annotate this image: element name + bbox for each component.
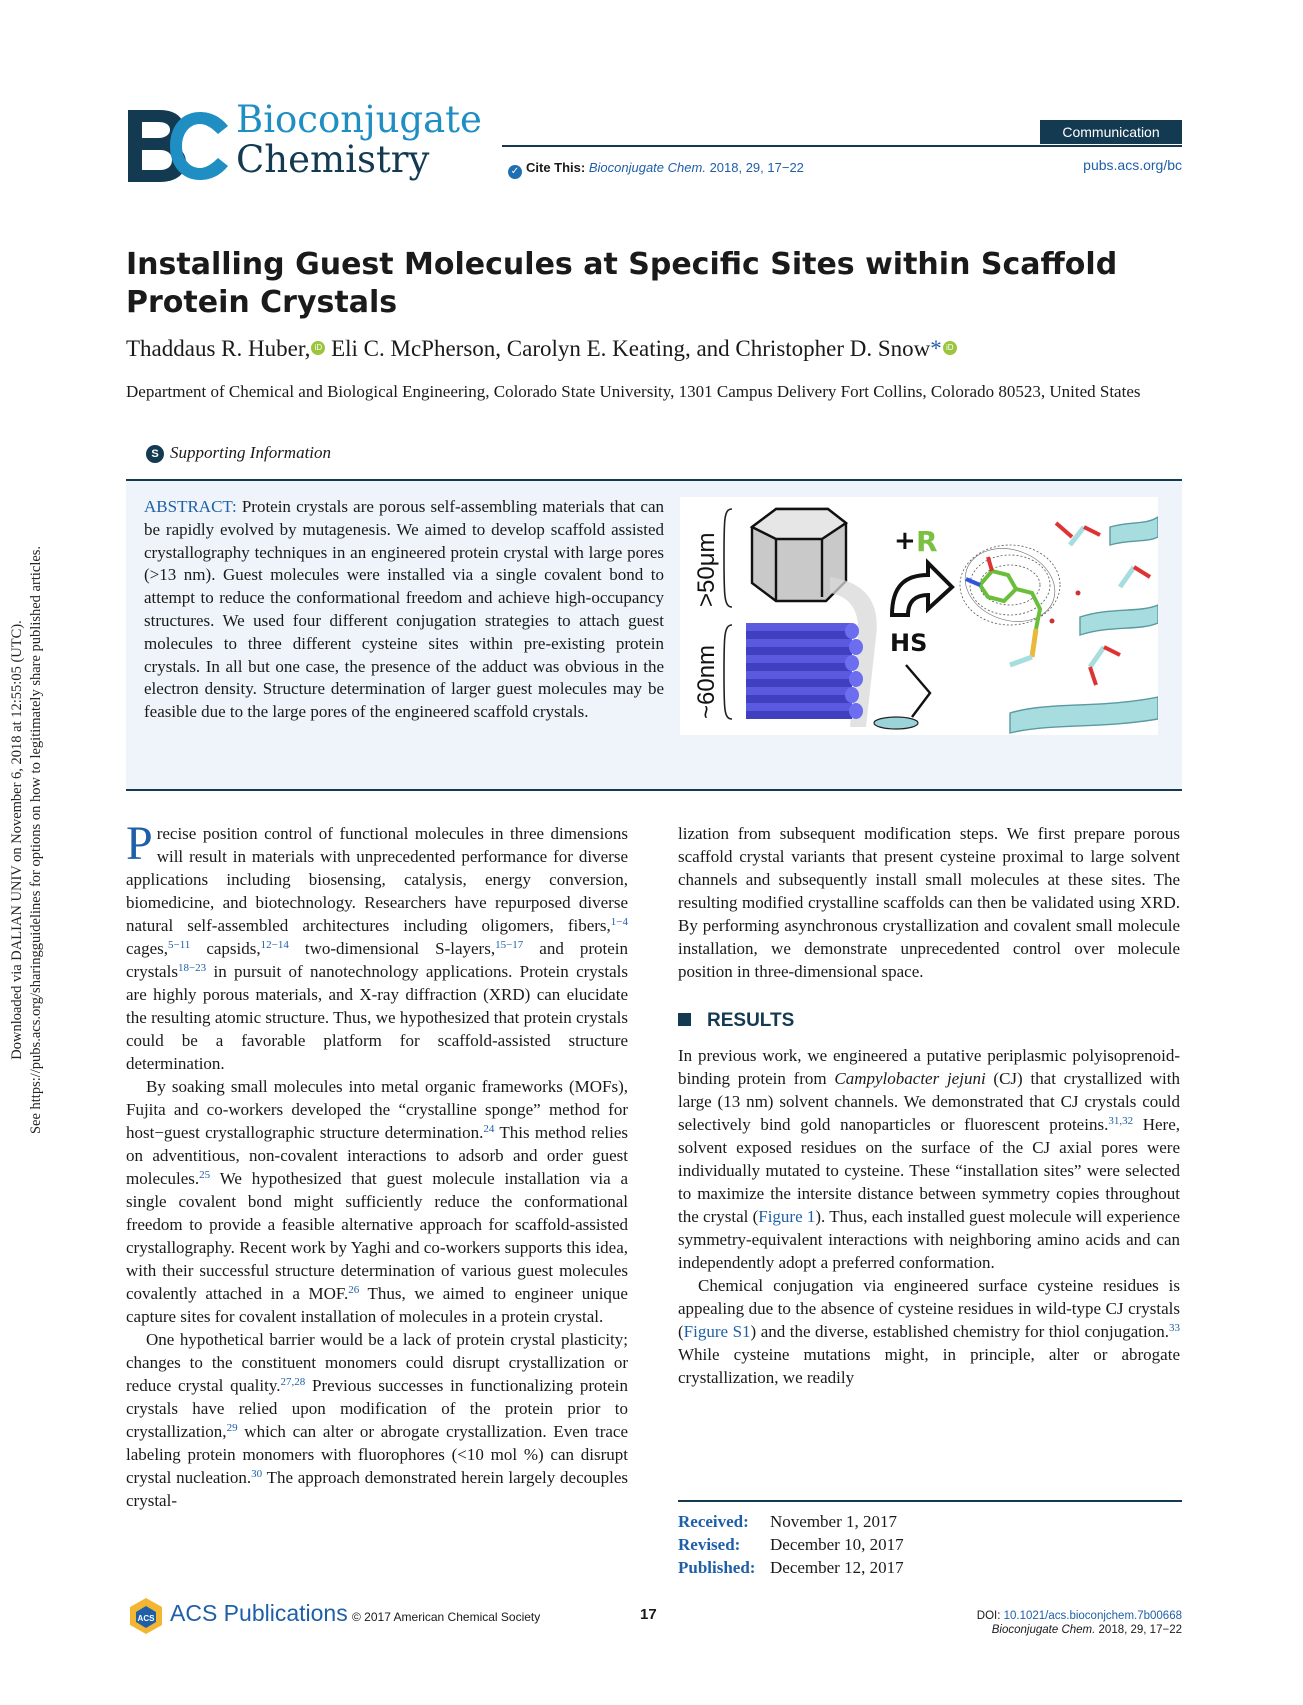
doi-link[interactable]: 10.1021/acs.bioconjchem.7b00668 bbox=[1003, 1610, 1182, 1622]
citation-link[interactable]: 15−17 bbox=[495, 939, 524, 951]
toc-graphic[interactable] bbox=[680, 497, 1158, 735]
intro-paragraph-continued: lization from subsequent modification steps. We first prepare porous scaffold crystal variants that present cysteine proximal to large solvent channels and subsequently install small molecules at these sites. The resulting modified crystalline scaffolds can then be validated using XRD. By performing asynchronous crystallization and covalent small molecule installation, we demonstrate unprecedented control over molecule position in three-dimensional space. bbox=[678, 824, 1180, 981]
supporting-info-label: Supporting Information bbox=[170, 443, 332, 462]
figure-s1-link[interactable]: Figure S1 bbox=[683, 1322, 751, 1341]
download-stamp-line2: See https://pubs.acs.org/sharingguidelines for options on how to legitimately share published articles. bbox=[28, 545, 44, 1135]
citation-link[interactable]: 12−14 bbox=[260, 939, 289, 951]
publisher-name: ACS Publications bbox=[170, 1600, 348, 1626]
journal-site-link[interactable]: pubs.acs.org/bc bbox=[1083, 157, 1182, 173]
journal-name-line1: Bioconjugate bbox=[236, 98, 482, 141]
revised-date: December 10, 2017 bbox=[770, 1535, 904, 1554]
acs-hexagon-icon bbox=[126, 1596, 166, 1636]
citation-link[interactable]: 24 bbox=[483, 1123, 495, 1135]
results-heading: RESULTS bbox=[678, 1009, 1180, 1032]
journal-name-line2: Chemistry bbox=[236, 138, 430, 181]
journal-logo[interactable] bbox=[126, 100, 516, 190]
toc-plus: + bbox=[894, 526, 916, 556]
drop-cap: P bbox=[126, 817, 153, 870]
copyright: © 2017 American Chemical Society bbox=[352, 1610, 541, 1624]
check-icon: ✓ bbox=[508, 165, 522, 179]
footer-journal-details: 2018, 29, 17−22 bbox=[1098, 1624, 1182, 1636]
citation-link[interactable]: 33 bbox=[1169, 1322, 1180, 1334]
citation-link[interactable]: 18−23 bbox=[177, 962, 207, 974]
abstract-text bbox=[144, 496, 664, 724]
acs-publications-logo[interactable] bbox=[126, 1596, 348, 1636]
cite-this[interactable] bbox=[508, 160, 804, 179]
article-type-badge: Communication bbox=[1040, 120, 1182, 144]
published-label: Published: bbox=[678, 1558, 756, 1577]
author-list bbox=[126, 334, 1186, 364]
toc-size-bottom: ~60nm bbox=[693, 644, 720, 719]
protein-structure-render bbox=[955, 517, 1158, 733]
citation-link[interactable]: 30 bbox=[251, 1468, 263, 1480]
author-1[interactable]: Thaddaus R. Huber, bbox=[126, 336, 311, 361]
footer-journal: Bioconjugate Chem. bbox=[991, 1624, 1096, 1636]
section-square-icon bbox=[678, 1013, 691, 1026]
results-paragraph-1: In previous work, we engineered a putative periplasmic polyisoprenoid-binding protein from Campylobacter jejuni (CJ) that crystallized with large (13 nm) solvent channels. We demonstrated that CJ crystals could selectively bind gold nanoparticles or fluorescent proteins.$^{31,32}$ Here, solvent exposed residues on the surface of the CJ axial pores were individually mutated to cysteine. These “installation sites” were selected to maximize the intersite distance between symmetry copies throughout the crystal (Figure 1). Thus, each installed guest molecule will experience symmetry-equivalent interactions with neighboring amino acids and can independently adopt a preferred conformation. bbox=[678, 1046, 1180, 1272]
download-stamp bbox=[8, 520, 48, 1160]
citation-link[interactable]: 27,28 bbox=[280, 1376, 306, 1388]
figure-1-link[interactable]: Figure 1 bbox=[758, 1207, 816, 1226]
download-stamp-line1: Downloaded via DALIAN UNIV on November 6, 2018 at 12:55:05 (UTC). bbox=[9, 620, 25, 1060]
citation-link[interactable]: 1−4 bbox=[610, 916, 628, 928]
body-right-column bbox=[678, 822, 1180, 1389]
supporting-information-link[interactable] bbox=[146, 442, 331, 464]
supporting-info-icon: S bbox=[146, 445, 164, 463]
revised-label: Revised: bbox=[678, 1535, 741, 1554]
intro-paragraph-2: By soaking small molecules into metal organic frameworks (MOFs), Fujita and co-workers developed the “crystalline sponge” method for host−guest crystallographic structure determination.$^{24}$ This method relies on adventitious, non-covalent interactions to adsorb and order guest molecules.$^{25}$ We hypothesized that guest molecule installation via a single covalent bond might sufficiently reduce the conformational freedom to provide a feasible alternative approach for scaffold-assisted crystallography. Recent work by Yaghi and co-workers supports this idea, with their successful structure determination of various guest molecules covalently attached in a MOF.$^{26}$ Thus, we aimed to engineer unique capture sites for covalent installation of molecules in a protein crystal. bbox=[126, 1077, 628, 1326]
toc-thiol: HS bbox=[890, 629, 928, 657]
doi-label: DOI: bbox=[976, 1610, 1001, 1622]
page-number: 17 bbox=[640, 1606, 657, 1623]
received-date: November 1, 2017 bbox=[770, 1512, 898, 1531]
protein-channel-tubes bbox=[746, 623, 863, 719]
orcid-icon[interactable]: iD bbox=[943, 341, 957, 355]
cite-journal[interactable]: Bioconjugate Chem. bbox=[588, 160, 706, 175]
results-paragraph-2: Chemical conjugation via engineered surface cysteine residues is appealing due to the absence of cysteine residues in wild-type CJ crystals (Figure S1) and the diverse, established chemistry for thiol conjugation.$^{33}$ While cysteine mutations might, in principle, alter or abrogate crystallization, we readily bbox=[678, 1276, 1180, 1387]
corresponding-mark[interactable]: * bbox=[930, 336, 942, 361]
doi-block bbox=[880, 1609, 1182, 1637]
toc-reagent: R bbox=[916, 525, 938, 558]
affiliation: Department of Chemical and Biological Engineering, Colorado State University, 1301 Campus Delivery Fort Collins, Colorado 80523, United States bbox=[126, 382, 1141, 401]
citation-link[interactable]: 26 bbox=[348, 1284, 360, 1296]
citation-link[interactable]: 25 bbox=[199, 1169, 211, 1181]
cite-label: Cite This: bbox=[526, 160, 586, 175]
article-dates bbox=[678, 1500, 1182, 1579]
toc-illustration bbox=[680, 497, 1158, 735]
abstract-body: Protein crystals are porous self-assembling materials that can be rapidly evolved by mutagenesis. We aimed to develop scaffold assisted crystallography techniques in an engineered protein crystal with large pores (>13 nm). Guest molecules were installed via a single covalent bond to attempt to reduce the conformational freedom and achieve high-occupancy structures. We used four different conjugation strategies to attach guest molecules to three different cysteine sites within pre-existing protein crystals. In all but one case, the presence of the adduct was obvious in the electron density. Structure determination of larger guest molecules may be feasible due to the large pores of the engineered scaffold crystals. bbox=[144, 497, 665, 722]
citation-link[interactable]: 29 bbox=[226, 1422, 238, 1434]
cite-details[interactable]: 2018, 29, 17−22 bbox=[709, 160, 804, 175]
bc-logo-icon bbox=[126, 106, 230, 186]
intro-paragraph-3: One hypothetical barrier would be a lack of protein crystal plasticity; changes to the constituent monomers could disrupt crystallization or reduce crystal quality.$^{27,28}$ Previous successes in functionalizing protein crystals have relied upon modification of the protein prior to crystallization,$^{29}$ which can alter or abrogate crystallization. Even trace labeling protein monomers with fluorophores (<10 mol %) can disrupt crystal nucleation.$^{30}$ The approach demonstrated herein largely decouples crystal- bbox=[126, 1330, 628, 1510]
received-label: Received: bbox=[678, 1512, 749, 1531]
citation-link[interactable]: 5−11 bbox=[168, 939, 191, 951]
body-left-column bbox=[126, 817, 629, 1512]
svg-text:ACS: ACS bbox=[137, 1614, 155, 1623]
author-others[interactable]: Eli C. McPherson, Carolyn E. Keating, and Christopher D. Snow bbox=[331, 336, 931, 361]
article-title: Installing Guest Molecules at Specific Sites within Scaffold Protein Crystals bbox=[126, 247, 1118, 320]
header-rule bbox=[502, 145, 1182, 147]
orcid-icon[interactable]: iD bbox=[311, 341, 325, 355]
species-name: Campylobacter jejuni bbox=[834, 1069, 986, 1088]
published-date: December 12, 2017 bbox=[770, 1558, 904, 1577]
toc-size-top: >50μm bbox=[693, 532, 720, 607]
citation-link[interactable]: 31,32 bbox=[1108, 1115, 1134, 1127]
abstract-label: ABSTRACT: bbox=[144, 497, 237, 516]
intro-paragraph-1: Precise position control of functional molecules in three dimensions will result in materials with unprecedented performance for diverse applications including biosensing, catalysis, energy conversion, biomedicine, and biotechnology. Researchers have repurposed diverse natural self-assembled architectures including oligomers, fibers,$^{1-4}$ cages,$^{5-11}$ capsids,$^{12-14}$ two-dimensional S-layers,$^{15-17}$ and protein crystals$^{18-23}$ in pursuit of nanotechnology applications. Protein crystals are highly porous materials, and X-ray diffraction (XRD) can elucidate the resulting atomic structure. Thus, we hypothesized that protein crystals could be a favorable platform for scaffold-assisted structure determination. bbox=[126, 817, 629, 1073]
